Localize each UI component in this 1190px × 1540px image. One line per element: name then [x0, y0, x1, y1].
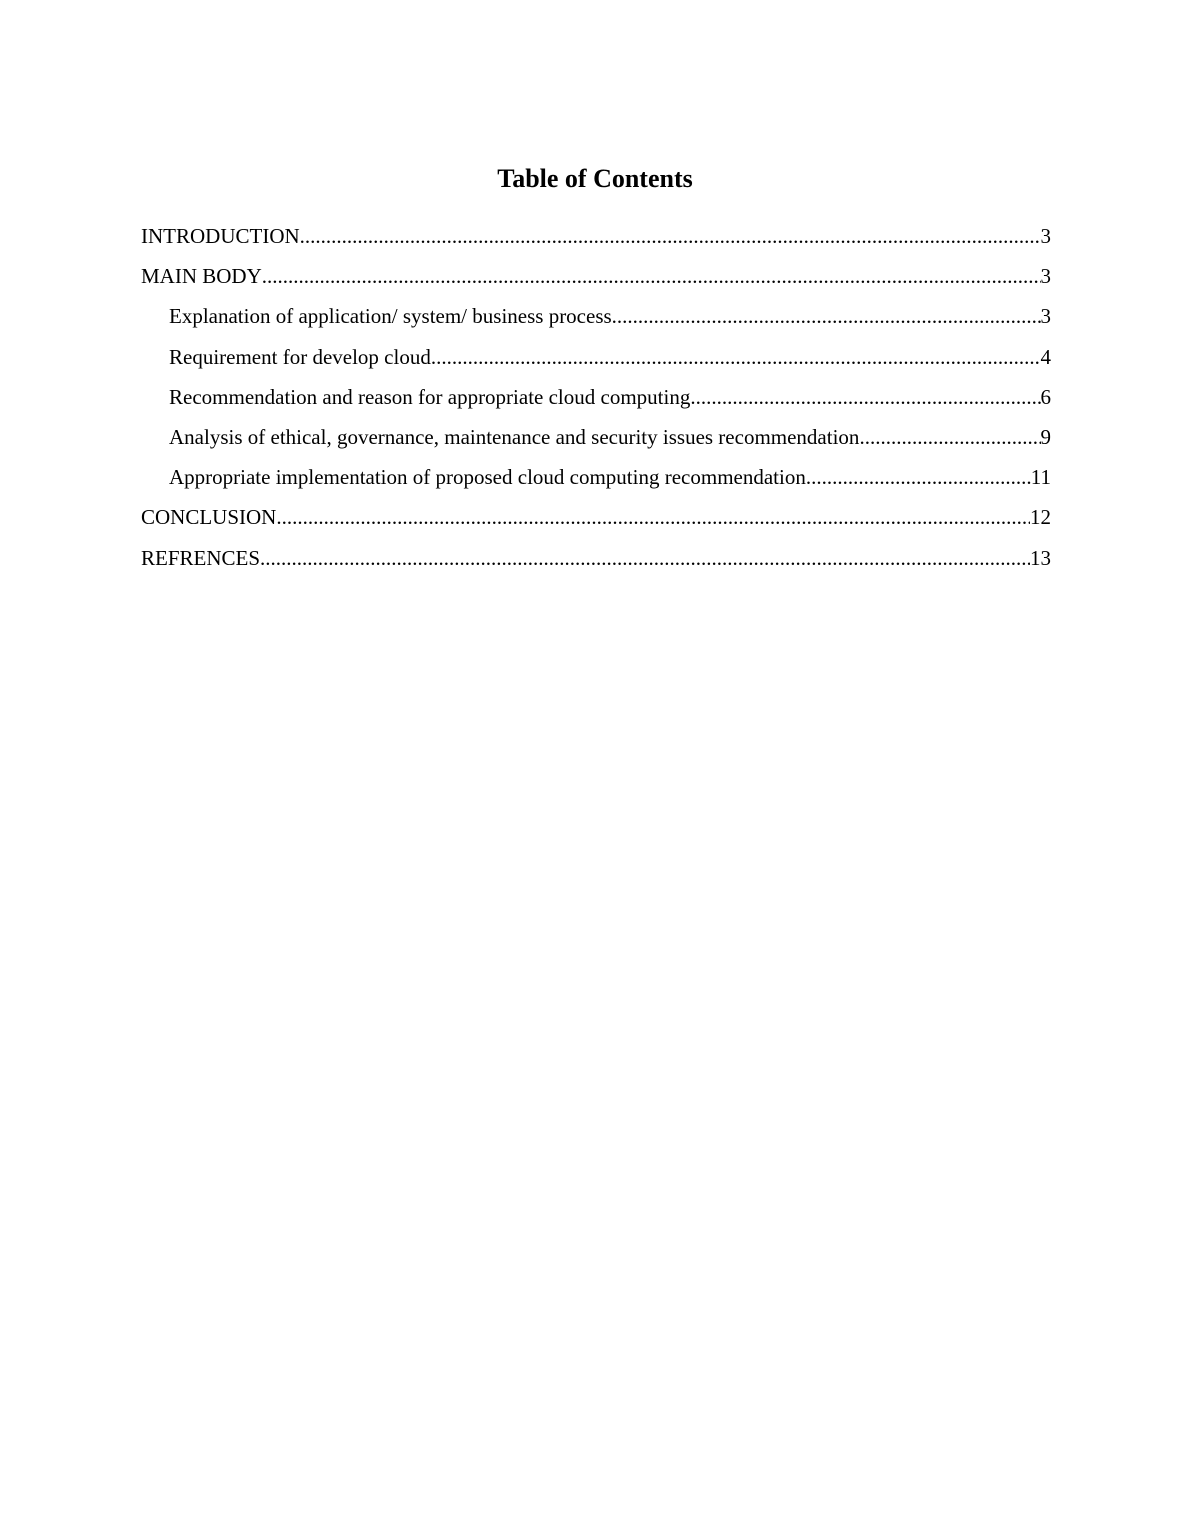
- toc-entry-page-number: 13: [1030, 545, 1051, 570]
- toc-entry-label: Analysis of ethical, governance, maintenance and security issues recommendation: [169, 424, 860, 449]
- toc-entry-explanation[interactable]: [141, 301, 1051, 341]
- toc-entry-page-number: 12: [1030, 505, 1051, 530]
- toc-entry-page-number: 3: [1040, 264, 1051, 289]
- toc-entry-implementation[interactable]: [141, 462, 1051, 502]
- dot-leader: [262, 261, 1041, 291]
- toc-entry-page-number: 4: [1040, 344, 1051, 369]
- toc-entry-page-number: 3: [1040, 224, 1051, 248]
- toc-entry-recommendation[interactable]: [141, 382, 1051, 422]
- toc-entry-label: INTRODUCTION: [141, 224, 300, 248]
- toc-entry-label: REFRENCES: [141, 545, 261, 570]
- toc-entry-page-number: 3: [1040, 304, 1051, 329]
- toc-entry-label: CONCLUSION: [141, 505, 277, 530]
- page-title: Table of Contents: [497, 164, 693, 193]
- toc-entry-label: Recommendation and reason for appropriate cloud computing: [169, 384, 691, 409]
- toc-entry-page-number: 11: [1030, 465, 1051, 490]
- toc-entry-main-body[interactable]: [141, 261, 1051, 301]
- toc-entry-label: MAIN BODY: [141, 264, 262, 289]
- dot-leader: [806, 462, 1031, 492]
- toc-entry-label: Appropriate implementation of proposed cloud computing recommendation: [169, 465, 806, 490]
- dot-leader: [612, 301, 1041, 331]
- toc-entry-label: Explanation of application/ system/ business process: [169, 304, 612, 329]
- dot-leader: [690, 382, 1040, 412]
- dot-leader: [431, 342, 1041, 372]
- toc-entry-references[interactable]: [141, 543, 1051, 583]
- dot-leader: [859, 422, 1040, 452]
- dot-leader: [276, 502, 1030, 532]
- dot-leader: [260, 543, 1030, 573]
- toc-entry-label: Requirement for develop cloud: [169, 344, 431, 369]
- toc-entry-requirement[interactable]: [141, 342, 1051, 382]
- toc-list: [141, 221, 1051, 583]
- toc-entry-analysis[interactable]: [141, 422, 1051, 462]
- dot-leader: [300, 221, 1041, 251]
- toc-entry-page-number: 6: [1040, 384, 1051, 409]
- toc-entry-conclusion[interactable]: [141, 502, 1051, 542]
- toc-entry-introduction[interactable]: [141, 221, 1051, 261]
- toc-entry-page-number: 9: [1040, 424, 1051, 449]
